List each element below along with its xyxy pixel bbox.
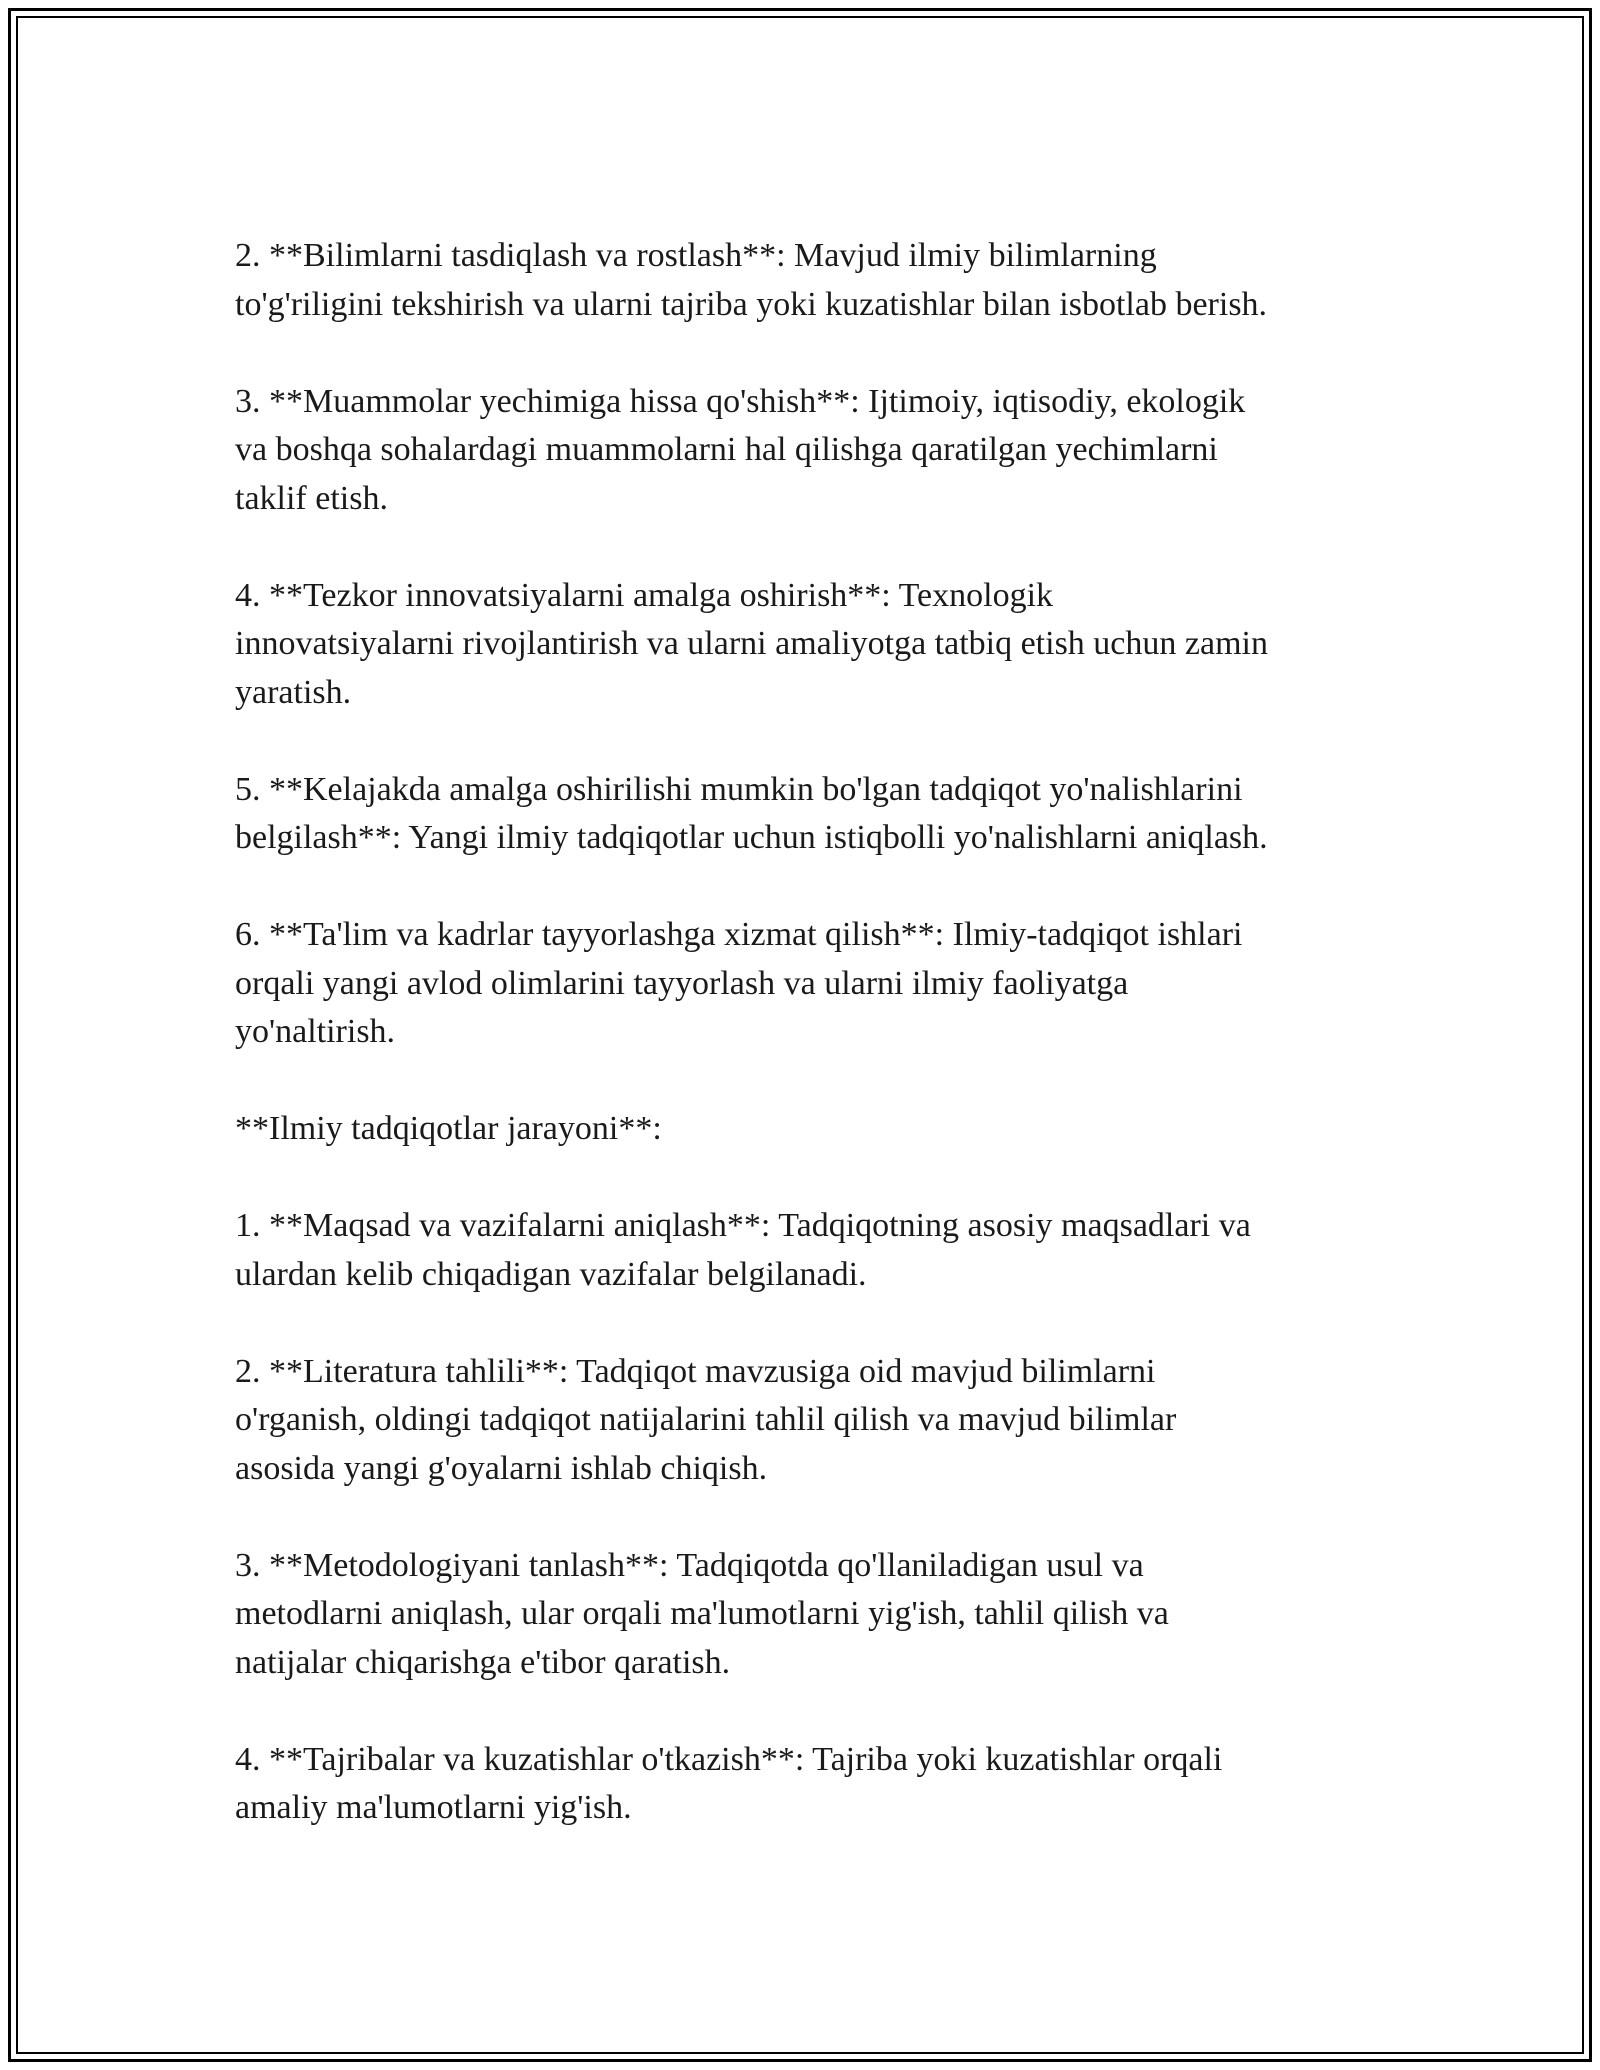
paragraph-step-3-methodology [235, 1542, 1375, 1688]
paragraph-item-6-education [235, 911, 1375, 1057]
text-line: asosida yangi g'oyalarni ishlab chiqish. [235, 1449, 768, 1487]
text-line: taklif etish. [235, 479, 388, 517]
text-line: 3. **Muammolar yechimiga hissa qo'shish**: Ijtimoiy, iqtisodiy, ekologik [235, 382, 1246, 420]
text-line: metodlarni aniqlash, ular orqali ma'lumotlarni yig'ish, tahlil qilish va [235, 1595, 1169, 1632]
text-line: innovatsiyalarni rivojlantirish va ularni amaliyotga tatbiq etish uchun zamin [235, 625, 1268, 662]
paragraph-step-1-goals [235, 1202, 1375, 1299]
paragraph-step-2-literature [235, 1348, 1375, 1494]
text-line: natijalar chiqarishga e'tibor qaratish. [235, 1643, 731, 1681]
paragraph-step-4-experiments [235, 1736, 1375, 1833]
text-line: 2. **Literatura tahlili**: Tadqiqot mavzusiga oid mavjud bilimlarni [235, 1352, 1156, 1390]
text-line: 3. **Metodologiyani tanlash**: Tadqiqotda qo'llaniladigan usul va [235, 1546, 1144, 1584]
text-line: 4. **Tajribalar va kuzatishlar o'tkazish**: Tajriba yoki kuzatishlar orqali [235, 1740, 1223, 1778]
text-line: belgilash**: Yangi ilmiy tadqiqotlar uchun istiqbolli yo'nalishlarni aniqlash. [235, 819, 1268, 856]
text-line: **Ilmiy tadqiqotlar jarayoni**: [235, 1110, 662, 1147]
paragraph-item-3-problem-solving [235, 378, 1375, 524]
text-line: va boshqa sohalardagi muammolarni hal qilishga qaratilgan yechimlarni [235, 431, 1218, 468]
text-line: 6. **Ta'lim va kadrlar tayyorlashga xizmat qilish**: Ilmiy-tadqiqot ishlari [235, 916, 1243, 953]
text-line: 4. **Tezkor innovatsiyalarni amalga oshirish**: Texnologik [235, 576, 1054, 614]
paragraph-item-2-verification [235, 232, 1375, 329]
paragraph-item-5-future-directions [235, 766, 1375, 863]
section-heading-research-process [235, 1105, 1375, 1154]
text-line: orqali yangi avlod olimlarini tayyorlash va ularni ilmiy faoliyatga [235, 964, 1129, 1002]
text-line: to'g'riligini tekshirish va ularni tajriba yoki kuzatishlar bilan isbotlab berish. [235, 285, 1268, 323]
text-line: yo'naltirish. [235, 1013, 396, 1050]
text-line: 1. **Maqsad va vazifalarni aniqlash**: Tadqiqotning asosiy maqsadlari va [235, 1207, 1251, 1244]
document-body [235, 232, 1375, 1881]
text-line: amaliy ma'lumotlarni yig'ish. [235, 1789, 632, 1826]
text-line: yaratish. [235, 673, 352, 711]
text-line: 5. **Kelajakda amalga oshirilishi mumkin bo'lgan tadqiqot yo'nalishlarini [235, 770, 1243, 808]
paragraph-item-4-innovations [235, 572, 1375, 718]
text-line: 2. **Bilimlarni tasdiqlash va rostlash**: Mavjud ilmiy bilimlarning [235, 237, 1157, 274]
text-line: ulardan kelib chiqadigan vazifalar belgilanadi. [235, 1255, 867, 1293]
text-line: o'rganish, oldingi tadqiqot natijalarini tahlil qilish va mavjud bilimlar [235, 1401, 1177, 1438]
